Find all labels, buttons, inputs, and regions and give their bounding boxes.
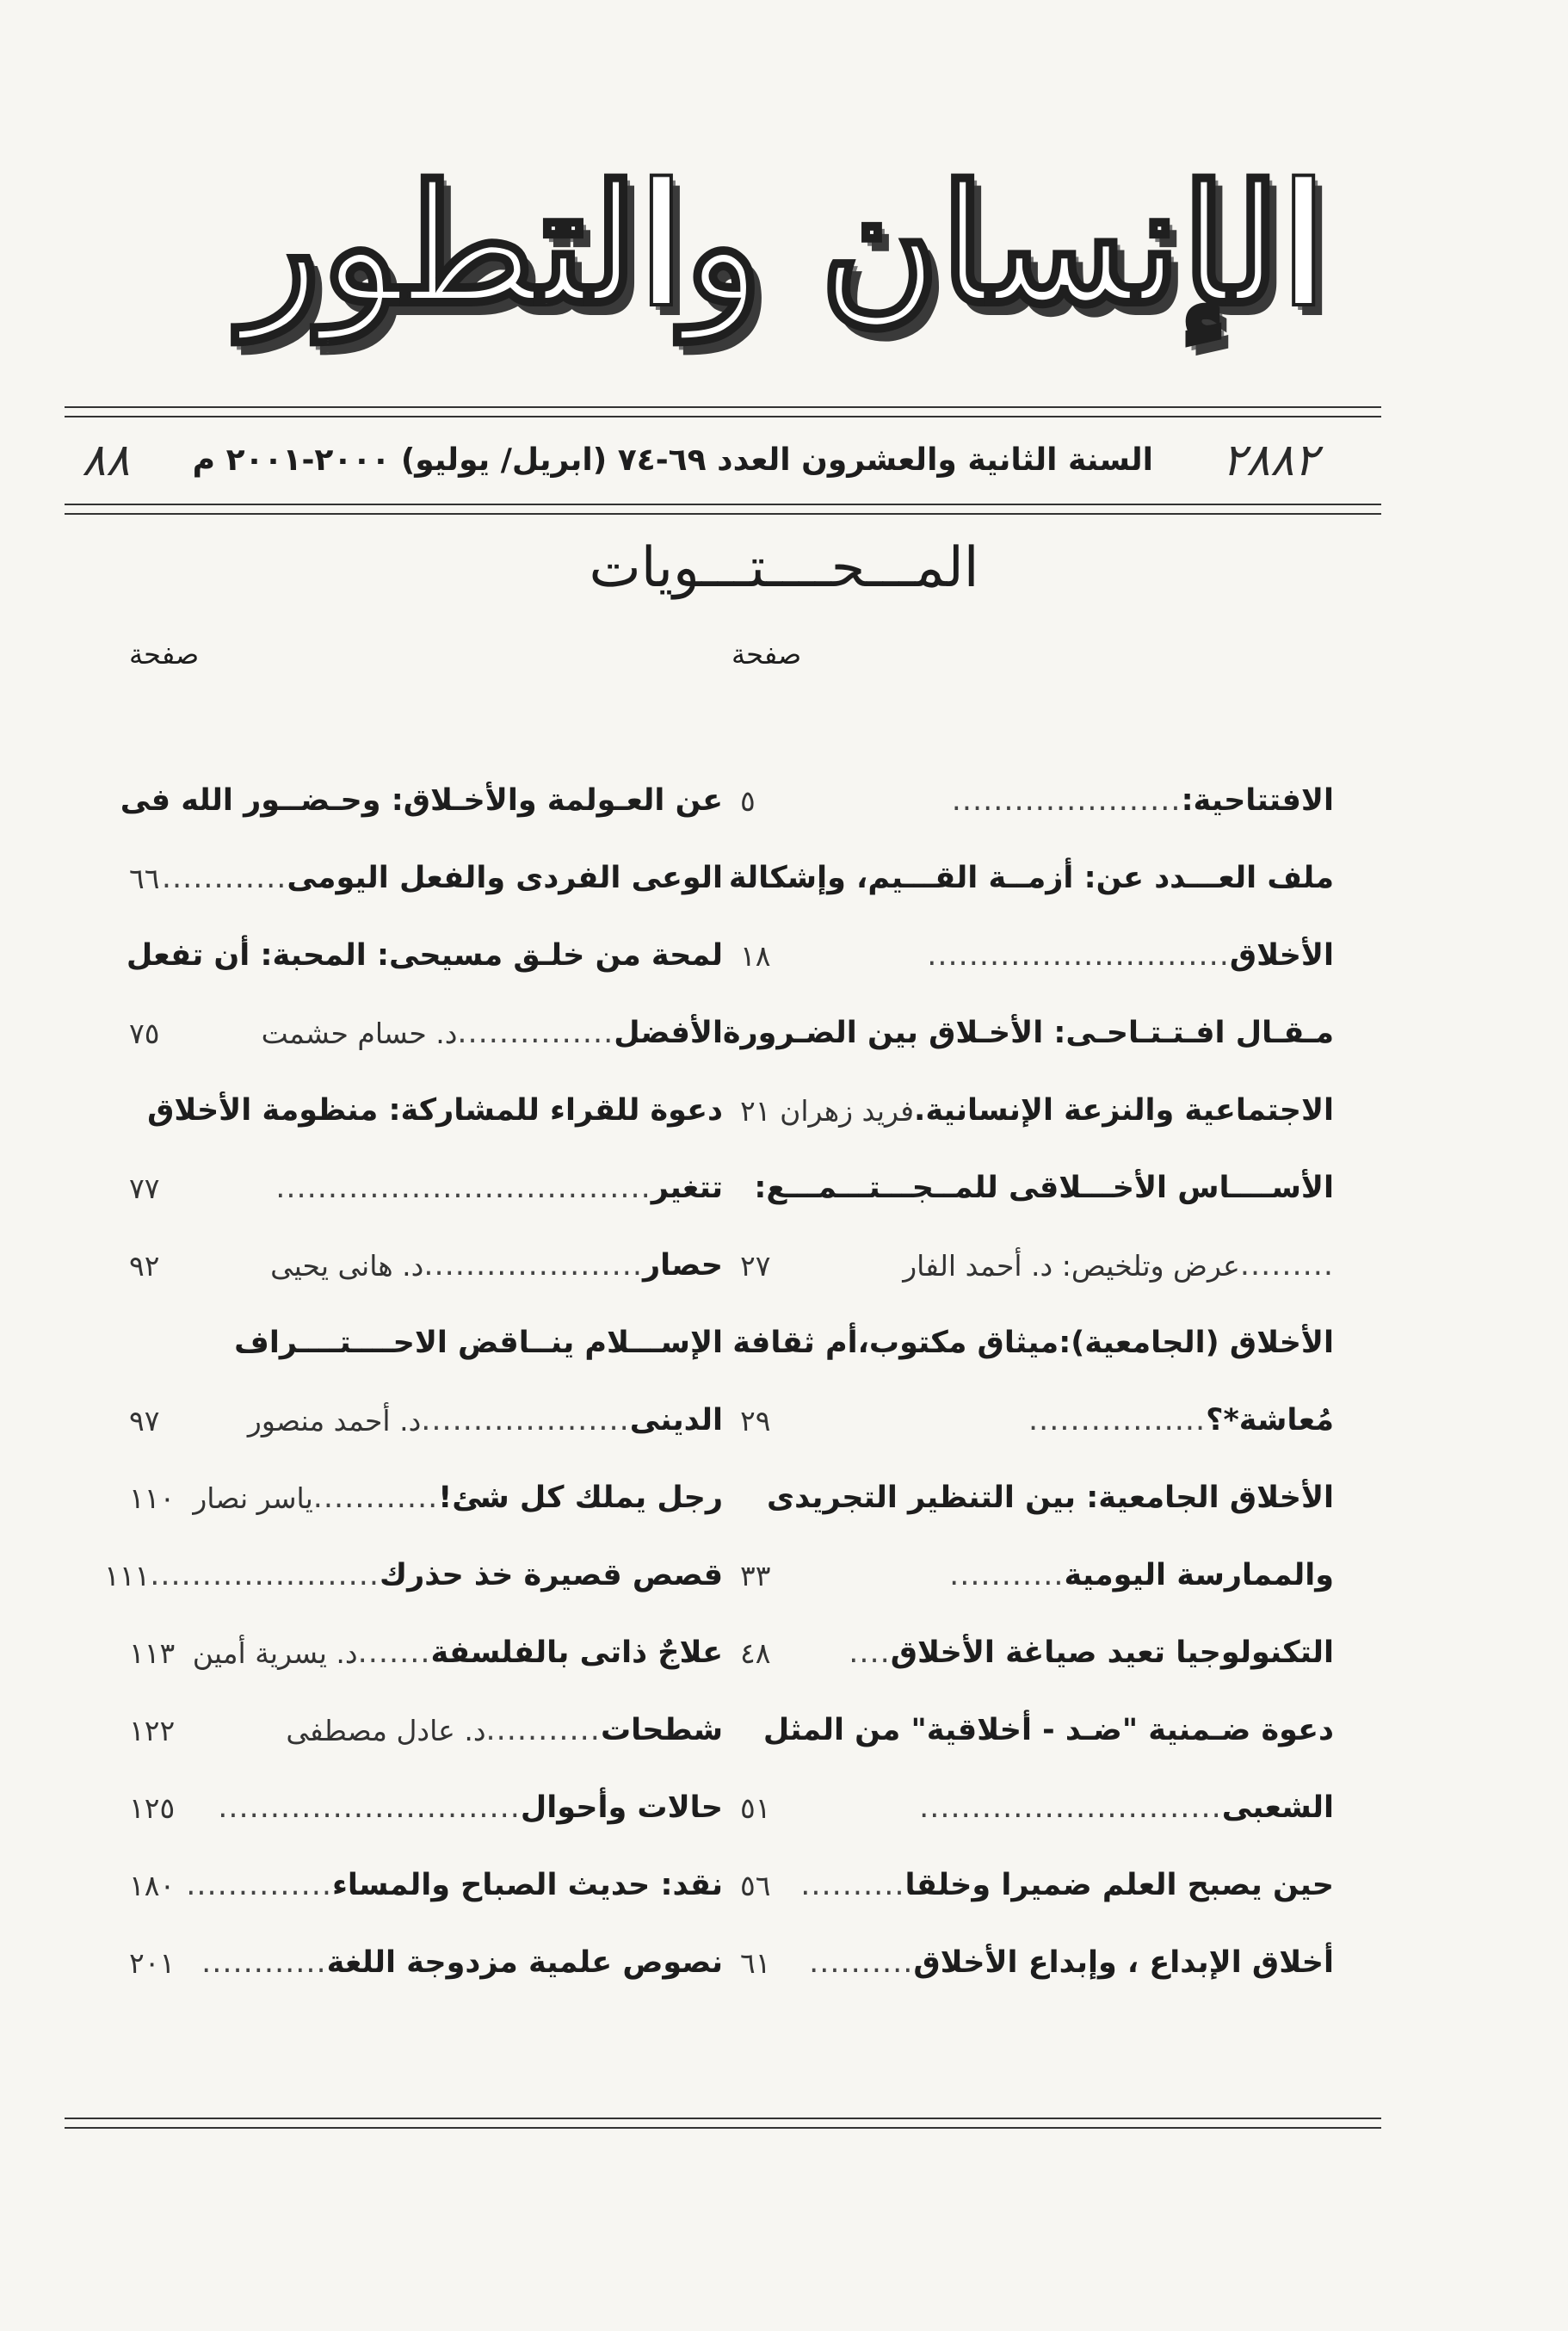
toc-title: الأســــاس الأخـــلاقى للمــجـــتـــمـــع: <box>754 1171 1334 1205</box>
toc-entry <box>740 1536 1334 1614</box>
toc-dots: .............. <box>186 1868 332 1902</box>
toc-title: لمحة من خلـق مسيحى: المحبة: أن تفعل <box>126 938 723 973</box>
page-label-left: صفحة <box>129 638 200 671</box>
toc-title: الأخلاق <box>1229 938 1334 973</box>
toc-entry <box>740 1614 1334 1691</box>
toc-entry <box>129 1382 723 1459</box>
toc-page: ٢٧ <box>740 1248 771 1283</box>
toc-dots: .......... <box>800 1868 905 1902</box>
toc-page: ٢١ <box>740 1093 771 1128</box>
toc-entry <box>740 762 1334 839</box>
toc-dots: ........... <box>485 1713 601 1747</box>
toc-title: دعوة ضـمنية "ضـد - أخلاقية" من المثل <box>762 1713 1334 1747</box>
toc-page: ٧٥ <box>129 1016 160 1050</box>
toc-entry <box>129 994 723 1072</box>
toc-title: ملف العـــدد عن: أزمــة القـــيم، وإشكالة <box>728 861 1334 895</box>
toc-entry <box>129 1304 723 1382</box>
toc-title: دعوة للقراء للمشاركة: منظومة الأخلاق <box>147 1093 723 1128</box>
toc-page: ١٨ <box>740 938 771 973</box>
toc-dots: ............................. <box>919 1790 1222 1825</box>
toc-author: د. يسرية أمين <box>192 1635 358 1670</box>
toc-title: والممارسة اليومية <box>1064 1558 1334 1592</box>
page-label-right: صفحة <box>732 638 802 671</box>
toc-title: حين يصبح العلم ضميرا وخلقا <box>904 1868 1334 1902</box>
toc-entry <box>732 1304 1334 1382</box>
toc-dots: .................... <box>421 1403 630 1438</box>
toc-dots: ....... <box>357 1635 431 1670</box>
handwritten-note-right: ٢٨٨٢ <box>1222 435 1318 486</box>
toc-page: ٩٢ <box>129 1248 160 1283</box>
toc-page: ٩٧ <box>129 1403 160 1438</box>
toc-dots: .... <box>849 1635 891 1670</box>
toc-entry <box>129 1846 723 1924</box>
contents-heading: المـــحــــتـــويات <box>589 536 979 600</box>
toc-author: عرض وتلخيص: د. أحمد الفار <box>903 1248 1240 1283</box>
toc-title: نقد: حديث الصباح والمساء <box>331 1868 723 1902</box>
toc-page: ٤٨ <box>740 1635 771 1670</box>
toc-page: ١٢٢ <box>129 1713 176 1747</box>
toc-entry <box>129 1072 723 1149</box>
toc-entry <box>740 1149 1334 1227</box>
toc-page: ١٢٥ <box>129 1790 176 1825</box>
toc-entry <box>740 1846 1334 1924</box>
toc-entry <box>129 1459 723 1536</box>
toc-title: الافتتاحية: <box>1181 783 1334 818</box>
toc-entry <box>126 917 723 994</box>
toc-title: علاجٌ ذاتى بالفلسفة <box>430 1635 723 1670</box>
toc-entry <box>129 1769 723 1846</box>
toc-entry <box>740 1459 1334 1536</box>
toc-page: ٥ <box>740 783 756 818</box>
toc-entry <box>740 1382 1334 1459</box>
toc-title: نصوص علمية مزدوجة اللغة <box>326 1945 723 1980</box>
toc-title: الإســـلام ينــاقض الاحــــتــــراف <box>234 1326 723 1360</box>
toc-title: قصص قصيرة خذ حذرك <box>380 1558 723 1592</box>
toc-author: ياسر نصار <box>193 1481 313 1515</box>
toc-dots: ............ <box>312 1481 439 1515</box>
toc-page: ٥٦ <box>740 1868 771 1902</box>
toc-title: الشعبى <box>1221 1790 1334 1825</box>
toc-dots: ............... <box>457 1016 614 1050</box>
toc-dots: ............................. <box>927 938 1230 973</box>
toc-entry <box>740 917 1334 994</box>
toc-dots: ........... <box>949 1558 1065 1592</box>
toc-entry <box>722 994 1334 1072</box>
toc-entry <box>129 1691 723 1769</box>
toc-entry <box>129 1614 723 1691</box>
toc-page: ٥١ <box>740 1790 771 1825</box>
toc-title: حصار <box>642 1248 723 1283</box>
toc-author: فريد زهران <box>780 1093 915 1128</box>
toc-dots: ............ <box>161 861 287 895</box>
toc-page: ١١١ <box>104 1558 151 1592</box>
toc-title: رجل يملك كل شئ! <box>438 1481 723 1515</box>
journal-title: الإنسان والتطور <box>241 149 1327 341</box>
toc-entry <box>740 1227 1334 1304</box>
toc-entry <box>728 839 1334 917</box>
toc-entry <box>740 1691 1334 1769</box>
toc-title: الدينى <box>629 1403 723 1438</box>
toc-author: د. أحمد منصور <box>247 1403 422 1438</box>
toc-dots: ................. <box>1028 1403 1207 1438</box>
toc-page: ١١٠ <box>129 1481 176 1515</box>
handwritten-note-left: ٨٨ <box>82 435 130 486</box>
footer-divider <box>65 2118 1381 2129</box>
toc-author: د. حسام حشمت <box>261 1016 458 1050</box>
toc-title: الأفضل <box>614 1016 723 1050</box>
toc-entry <box>740 1924 1334 2001</box>
toc-dots: ...................... <box>951 783 1182 818</box>
toc-page: ٣٣ <box>740 1558 771 1592</box>
toc-page: ٦٦ <box>129 861 160 895</box>
toc-entry <box>104 1536 723 1614</box>
toc-title: الاجتماعية والنزعة الإنسانية. <box>914 1093 1334 1128</box>
toc-title: شطحات <box>600 1713 723 1747</box>
toc-title: تتغير <box>651 1171 723 1205</box>
toc-title: مُعاشة*؟ <box>1206 1403 1334 1438</box>
toc-title: الأخلاق الجامعية: بين التنظير التجريدى <box>767 1481 1334 1515</box>
toc-author: د. عادل مصطفى <box>286 1713 486 1747</box>
toc-title: أخلاق الإبداع ، وإبداع الأخلاق <box>913 1945 1334 1980</box>
toc-page: ٢٠١ <box>129 1945 176 1980</box>
toc-page: ٢٩ <box>740 1403 771 1438</box>
toc-title: التكنولوجيا تعيد صياغة الأخلاق <box>890 1635 1334 1670</box>
toc-page: ١١٣ <box>129 1635 176 1670</box>
header-divider-top <box>65 406 1381 417</box>
toc-page: ١٨٠ <box>129 1868 176 1902</box>
toc-title: مـقـال افـتـتـاحـى: الأخـلاق بين الضـرورة <box>722 1016 1334 1050</box>
toc-dots: ............ <box>201 1945 327 1980</box>
toc-entry <box>740 1769 1334 1846</box>
toc-dots: .......... <box>809 1945 914 1980</box>
toc-entry <box>740 1072 1334 1149</box>
toc-title: حالات وأحوال <box>520 1790 723 1825</box>
toc-title: عن العـولمة والأخـلاق: وحـضــور الله فى <box>120 783 723 818</box>
toc-entry <box>129 1149 723 1227</box>
toc-page: ٦١ <box>740 1945 771 1980</box>
toc-dots: ..................... <box>423 1248 643 1283</box>
contents-column-right <box>722 762 1334 2001</box>
toc-dots: .................................... <box>275 1171 651 1205</box>
toc-title: الوعى الفردى والفعل اليومى <box>287 861 723 895</box>
contents-column-left <box>104 762 723 2001</box>
toc-entry <box>129 1924 723 2001</box>
issue-line: السنة الثانية والعشرون العدد ٦٩-٧٤ (ابريل/ يوليو) ٢٠٠٠-٢٠٠١ م <box>192 442 1153 478</box>
toc-entry <box>129 839 723 917</box>
header-divider-bottom <box>65 504 1381 515</box>
toc-author: د. هانى يحيى <box>270 1248 424 1283</box>
toc-title: الأخلاق (الجامعية):ميثاق مكتوب،أم ثقافة <box>732 1326 1334 1360</box>
toc-dots: ............................. <box>218 1790 521 1825</box>
toc-page: ٧٧ <box>129 1171 160 1205</box>
toc-dots: ......... <box>1239 1248 1334 1283</box>
toc-entry <box>120 762 723 839</box>
toc-dots: ...................... <box>150 1558 380 1592</box>
toc-entry <box>129 1227 723 1304</box>
